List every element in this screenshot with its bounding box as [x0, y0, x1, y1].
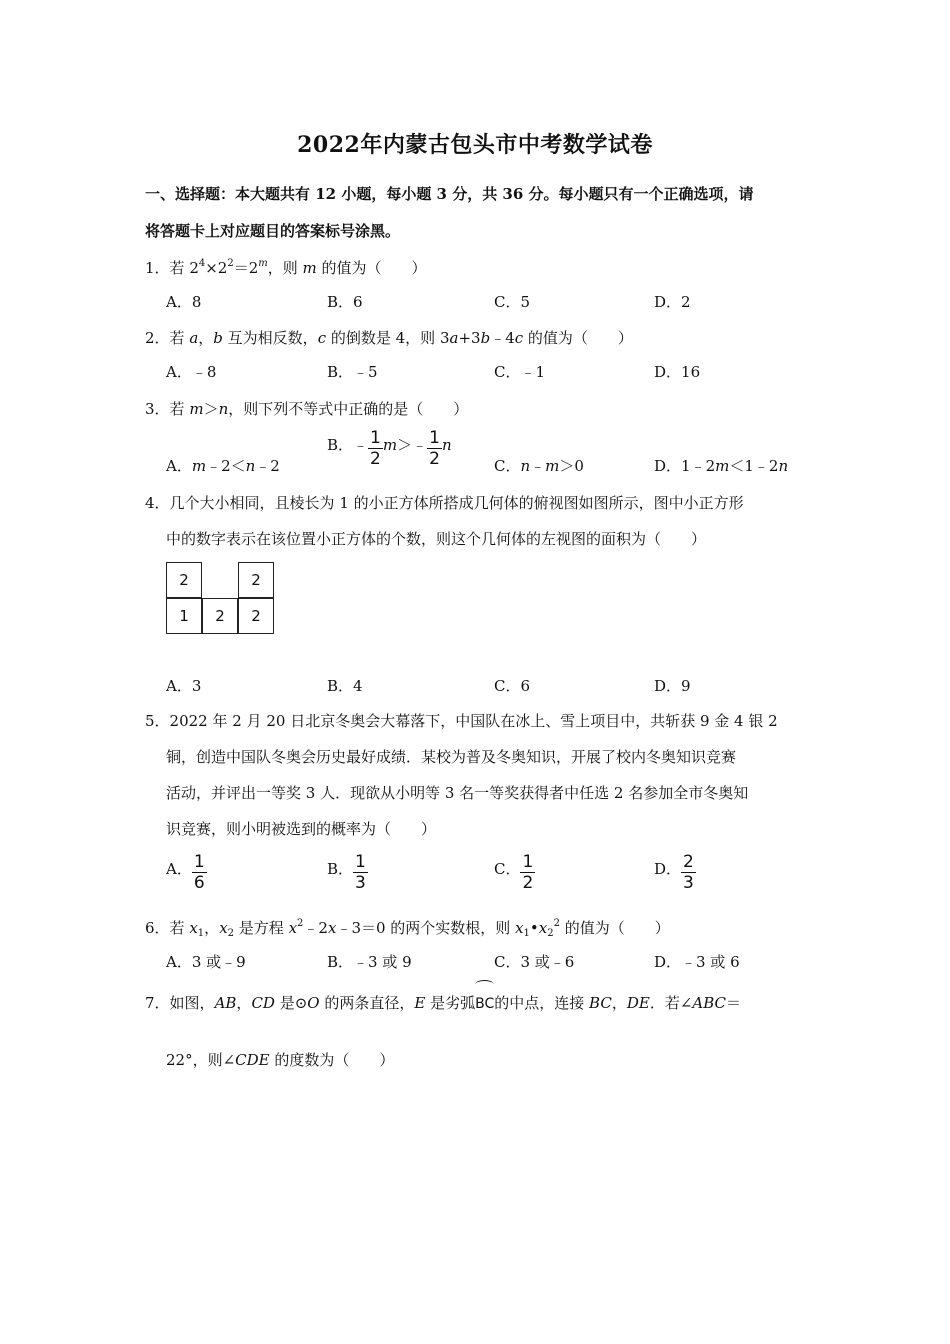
question-3-options — [166, 428, 806, 479]
question-4-options — [166, 675, 806, 699]
fraction: $\frac{1}{2}$ — [429, 428, 440, 469]
option-d[interactable]: D．16 — [654, 363, 701, 381]
grid-cell: 2 — [238, 562, 274, 598]
fraction: $\frac{1}{3}$ — [355, 852, 366, 893]
option-a[interactable]: A．﹣8 — [166, 363, 217, 381]
option-c[interactable]: C． $\frac{1}{2}$ — [494, 852, 534, 893]
grid-cell: 1 — [166, 598, 202, 634]
grid-cell: 2 — [238, 598, 274, 634]
option-b[interactable]: B． $\frac{1}{3}$ — [327, 852, 366, 893]
option-c[interactable]: C．﹣1 — [494, 363, 546, 381]
option-d[interactable]: D． $\frac{2}{3}$ — [654, 852, 694, 893]
question-6-options — [166, 951, 806, 975]
question-2: 2．若 a，b 互为相反数，c 的倒数是 4，则 3a+3b﹣4c 的值为（ ） — [145, 329, 633, 347]
option-a[interactable]: A．m﹣2＜n﹣2 — [166, 457, 280, 475]
option-b[interactable]: B．6 — [327, 293, 363, 311]
option-d[interactable]: D．9 — [654, 677, 691, 695]
question-3: 3．若 m＞n，则下列不等式中正确的是（ ） — [145, 400, 469, 418]
option-b[interactable]: B．﹣5 — [327, 363, 378, 381]
grid-cell: 2 — [202, 598, 238, 634]
question-7: 7．如图，AB，CD 是⊙O 的两条直径，E 是劣弧BC的中点，连接 BC，DE．若∠ABC＝ — [145, 985, 810, 1022]
fraction: $\frac{1}{6}$ — [193, 852, 205, 893]
option-a[interactable]: A．3 或﹣9 — [166, 953, 246, 971]
question-5: 5．2022 年 2 月 20 日北京冬奥会大幕落下，中国队在冰上、雪上项目中，共斩获 9 金 4 银 2 铜，创造中国队冬奥会历史最好成绩．某校为普及冬奥知识，开展了校内冬奥知识竞赛 活动，并评出一等奖 3 人．现欲从小明等 3 名一等奖获得者中任选 2 名参加全市冬奥知 识竞赛，则小明被选到的概率为（ ） — [145, 712, 778, 838]
option-a[interactable]: A．8 — [166, 293, 202, 311]
option-a[interactable]: A． $\frac{1}{6}$ — [166, 852, 205, 893]
arc-label: BC — [475, 986, 494, 1022]
option-b[interactable]: B．﹣3 或 9 — [327, 953, 412, 971]
section-heading: 一、选择题：本大题共有 12 小题，每小题 3 分，共 36 分。每小题只有一个正确选项，请 将答题卡上对应题目的答案标号涂黑。 — [145, 185, 754, 240]
question-1: 1．若 $2^4\times 2^2=2^m$，则 m 的值为（ ） — [145, 258, 427, 277]
option-d[interactable]: D．1﹣2m＜1﹣2n — [654, 457, 789, 475]
question-6: 6．若 $x_1$，$x_2$ 是方程 $x^2﹣2x﹣3=0$ 的两个实数根，则 $x_1•x_2^2$ 的值为（ ） — [145, 918, 670, 939]
option-b[interactable]: B．﹣ $\frac{1}{2}$ m＞﹣ $\frac{1}{2}$ n — [327, 428, 452, 469]
question-7-continued: 22°，则∠CDE 的度数为（ ） — [166, 1051, 395, 1069]
option-d[interactable]: D．﹣3 或 6 — [654, 953, 740, 971]
option-d[interactable]: D．2 — [654, 293, 691, 311]
option-a[interactable]: A．3 — [166, 677, 202, 695]
question-2-options — [166, 361, 806, 385]
question-4: 4．几个大小相同，且棱长为 1 的小正方体所搭成几何体的俯视图如图所示，图中小正方形 中的数字表示在该位置小正方体的个数，则这个几何体的左视图的面积为（ ） — [145, 494, 744, 548]
option-c[interactable]: C．5 — [494, 293, 531, 311]
option-c[interactable]: C．n﹣m＞0 — [494, 457, 584, 475]
fraction: $\frac{1}{2}$ — [370, 428, 381, 469]
fraction: $\frac{2}{3}$ — [683, 852, 694, 893]
option-c[interactable]: C．3 或﹣6 — [494, 953, 575, 971]
grid-cell: 2 — [166, 562, 202, 598]
question-5-options — [166, 852, 806, 903]
option-c[interactable]: C．6 — [494, 677, 531, 695]
option-b[interactable]: B．4 — [327, 677, 363, 695]
page-title: 2022年内蒙古包头市中考数学试卷 — [297, 132, 653, 158]
fraction: $\frac{1}{2}$ — [522, 852, 534, 893]
question-1-options — [166, 291, 806, 315]
